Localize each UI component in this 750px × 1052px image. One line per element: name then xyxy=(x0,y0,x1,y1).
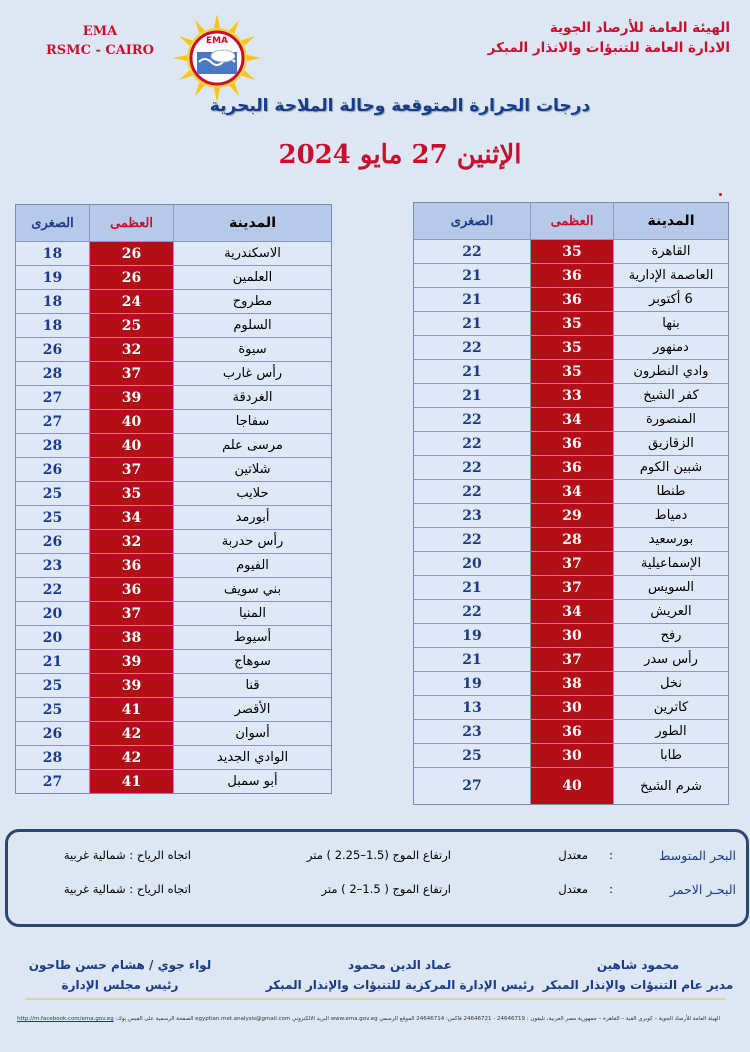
max-temp-cell: 34 xyxy=(530,408,613,431)
max-temp-cell: 42 xyxy=(89,722,173,745)
city-cell: دمياط xyxy=(613,504,728,527)
max-temp-cell: 39 xyxy=(89,386,173,409)
table-row xyxy=(16,505,331,529)
table-row xyxy=(16,265,331,289)
city-cell: وادي النطرون xyxy=(613,360,728,383)
city-cell: القاهرة xyxy=(613,240,728,263)
min-temp-cell: 19 xyxy=(16,266,89,289)
logo-text: EMA xyxy=(205,36,229,46)
table-row xyxy=(16,649,331,673)
city-cell: دمنهور xyxy=(613,336,728,359)
city-cell: رفح xyxy=(613,624,728,647)
min-temp-cell: 26 xyxy=(16,338,89,361)
min-temp-cell: 22 xyxy=(414,480,530,503)
signature-name: محمود شاهين xyxy=(596,958,680,972)
min-temp-cell: 26 xyxy=(16,722,89,745)
city-cell: السلوم xyxy=(173,314,331,337)
table-row xyxy=(414,383,728,407)
max-temp-cell: 34 xyxy=(89,506,173,529)
org-name: الهيئة العامة للأرصاد الجوية xyxy=(549,20,730,36)
max-temp-cell: 26 xyxy=(89,266,173,289)
signature-3 xyxy=(20,955,220,995)
city-cell: السويس xyxy=(613,576,728,599)
forecast-date: الإثنين 27 مايو 2024 xyxy=(278,140,522,170)
table-row xyxy=(414,671,728,695)
min-temp-cell: 25 xyxy=(16,482,89,505)
table-row xyxy=(16,241,331,265)
table-row xyxy=(16,601,331,625)
table-row xyxy=(16,721,331,745)
min-temp-cell: 23 xyxy=(414,504,530,527)
table-row xyxy=(16,625,331,649)
max-temp-cell: 41 xyxy=(89,770,173,793)
table-row xyxy=(414,455,728,479)
max-temp-cell: 36 xyxy=(89,578,173,601)
max-temp-cell: 30 xyxy=(530,696,613,719)
min-temp-cell: 19 xyxy=(414,672,530,695)
ema-logo-icon xyxy=(171,12,263,104)
org-code xyxy=(40,22,160,60)
min-temp-cell: 19 xyxy=(414,624,530,647)
min-temp-cell: 22 xyxy=(414,528,530,551)
city-cell: الفيوم xyxy=(173,554,331,577)
city-cell: الأقصر xyxy=(173,698,331,721)
city-cell: الزقازيق xyxy=(613,432,728,455)
table-row xyxy=(16,529,331,553)
max-temp-cell: 37 xyxy=(89,362,173,385)
max-column-header: العظمى xyxy=(530,203,613,239)
max-temp-cell: 37 xyxy=(89,602,173,625)
max-temp-cell: 33 xyxy=(530,384,613,407)
org-center: RSMC - CAIRO xyxy=(45,43,155,58)
max-temp-cell: 32 xyxy=(89,530,173,553)
footer-address: الهيئة العامة للأرصاد الجوية – كوبري القبة – القاهرة – جمهورية مصر العربية، تليفون : 24646719 - 24646721 فاكس: 24646714 الموقع الرسمي www.ema.gov.eg البريد الالكتروني egyptian.met.analysis@gmail.com الصفحة الرسمية على الفيس بوك: xyxy=(115,1016,720,1022)
max-temp-cell: 35 xyxy=(530,240,613,263)
min-temp-cell: 27 xyxy=(16,410,89,433)
table-row xyxy=(414,287,728,311)
max-column-header: العظمى xyxy=(89,205,173,241)
min-temp-cell: 22 xyxy=(414,456,530,479)
min-temp-cell: 27 xyxy=(414,768,530,804)
max-temp-cell: 38 xyxy=(89,626,173,649)
city-cell: بورسعيد xyxy=(613,528,728,551)
city-cell: الوادي الجديد xyxy=(173,746,331,769)
city-cell: 6 أكتوبر xyxy=(613,288,728,311)
min-temp-cell: 27 xyxy=(16,386,89,409)
city-cell: شلاتين xyxy=(173,458,331,481)
sea-colon: : xyxy=(609,848,613,862)
org-short: EMA xyxy=(82,24,118,39)
min-temp-cell: 18 xyxy=(16,290,89,313)
table-row xyxy=(414,431,728,455)
table-row xyxy=(16,385,331,409)
min-temp-cell: 21 xyxy=(414,648,530,671)
sea-name: البحر المتوسط xyxy=(658,848,736,863)
table-row xyxy=(414,527,728,551)
min-temp-cell: 28 xyxy=(16,434,89,457)
city-cell: المنيا xyxy=(173,602,331,625)
max-temp-cell: 36 xyxy=(530,456,613,479)
city-cell: أسوان xyxy=(173,722,331,745)
max-temp-cell: 37 xyxy=(530,576,613,599)
city-cell: العاصمة الإدارية xyxy=(613,264,728,287)
table-row xyxy=(414,551,728,575)
city-cell: كاترين xyxy=(613,696,728,719)
max-temp-cell: 32 xyxy=(89,338,173,361)
min-temp-cell: 22 xyxy=(414,240,530,263)
temperature-table-left xyxy=(15,204,332,794)
sea-row-mediterranean xyxy=(8,848,746,872)
max-temp-cell: 35 xyxy=(530,312,613,335)
min-temp-cell: 25 xyxy=(16,506,89,529)
min-temp-cell: 21 xyxy=(414,360,530,383)
min-temp-cell: 25 xyxy=(414,744,530,767)
max-temp-cell: 39 xyxy=(89,650,173,673)
table-row xyxy=(16,361,331,385)
table-row xyxy=(414,359,728,383)
min-temp-cell: 26 xyxy=(16,458,89,481)
min-temp-cell: 22 xyxy=(414,408,530,431)
signature-title: مدير عام التنبؤات والإنذار المبكر xyxy=(542,978,734,992)
min-temp-cell: 21 xyxy=(414,312,530,335)
city-cell: طنطا xyxy=(613,480,728,503)
min-temp-cell: 26 xyxy=(16,530,89,553)
table-row xyxy=(16,769,331,793)
city-cell: طابا xyxy=(613,744,728,767)
min-temp-cell: 28 xyxy=(16,746,89,769)
city-cell: بنها xyxy=(613,312,728,335)
min-temp-cell: 23 xyxy=(414,720,530,743)
table-row xyxy=(414,503,728,527)
max-temp-cell: 35 xyxy=(530,336,613,359)
max-temp-cell: 40 xyxy=(89,434,173,457)
city-cell: مرسى علم xyxy=(173,434,331,457)
min-temp-cell: 22 xyxy=(16,578,89,601)
city-cell: المنصورة xyxy=(613,408,728,431)
table-row xyxy=(16,289,331,313)
city-column-header: المدينة xyxy=(173,205,331,241)
org-header xyxy=(400,18,730,58)
city-cell: سفاجا xyxy=(173,410,331,433)
max-temp-cell: 34 xyxy=(530,600,613,623)
city-cell: نخل xyxy=(613,672,728,695)
table-row xyxy=(414,623,728,647)
table-row xyxy=(414,263,728,287)
temperature-table-right xyxy=(413,202,729,805)
footer-facebook-link[interactable]: http://m.facebook.com/ema.gov.eg xyxy=(17,1016,114,1022)
signature-title: رئيس مجلس الإدارة xyxy=(61,978,179,992)
table-row xyxy=(414,335,728,359)
table-row xyxy=(414,407,728,431)
max-temp-cell: 37 xyxy=(530,648,613,671)
max-temp-cell: 38 xyxy=(530,672,613,695)
city-cell: مطروح xyxy=(173,290,331,313)
max-temp-cell: 40 xyxy=(89,410,173,433)
city-cell: حلايب xyxy=(173,482,331,505)
max-temp-cell: 25 xyxy=(89,314,173,337)
city-cell: رأس سدر xyxy=(613,648,728,671)
city-cell: سيوة xyxy=(173,338,331,361)
table-row xyxy=(16,457,331,481)
table-row xyxy=(16,337,331,361)
max-temp-cell: 36 xyxy=(530,432,613,455)
max-temp-cell: 39 xyxy=(89,674,173,697)
signature-2 xyxy=(250,955,550,995)
dept-name: الادارة العامة للتنبؤات والانذار المبكر xyxy=(487,40,730,56)
min-column-header: الصغرى xyxy=(16,205,89,241)
city-cell: أبو سمبل xyxy=(173,770,331,793)
max-temp-cell: 35 xyxy=(530,360,613,383)
wind-direction: اتجاه الرياح : شمالية غربية xyxy=(63,848,191,862)
max-temp-cell: 36 xyxy=(530,720,613,743)
max-temp-cell: 36 xyxy=(530,288,613,311)
city-cell: شرم الشيخ xyxy=(613,768,728,804)
max-temp-cell: 41 xyxy=(89,698,173,721)
table-row xyxy=(16,433,331,457)
city-cell: بني سويف xyxy=(173,578,331,601)
sea-conditions-box xyxy=(5,829,749,927)
min-temp-cell: 13 xyxy=(414,696,530,719)
min-temp-cell: 22 xyxy=(414,600,530,623)
table-row xyxy=(414,575,728,599)
city-cell: رأس حدربة xyxy=(173,530,331,553)
min-temp-cell: 21 xyxy=(16,650,89,673)
table-row xyxy=(16,577,331,601)
table-row xyxy=(414,743,728,767)
sea-state: معتدل xyxy=(558,848,588,862)
sea-row-red-sea xyxy=(8,882,746,906)
city-cell: الطور xyxy=(613,720,728,743)
signature-title: رئيس الإدارة المركزية للتنبؤات والإنذار المبكر xyxy=(265,978,535,992)
signature-1 xyxy=(538,955,738,995)
min-temp-cell: 21 xyxy=(414,288,530,311)
city-cell: سوهاج xyxy=(173,650,331,673)
max-temp-cell: 35 xyxy=(89,482,173,505)
decorative-dot xyxy=(719,193,722,196)
max-temp-cell: 24 xyxy=(89,290,173,313)
city-cell: الاسكندرية xyxy=(173,242,331,265)
table-row xyxy=(16,673,331,697)
min-temp-cell: 21 xyxy=(414,576,530,599)
city-cell: كفر الشيخ xyxy=(613,384,728,407)
page-subtitle: درجات الحرارة المتوقعة وحالة الملاحة البحرية xyxy=(209,96,591,116)
min-temp-cell: 25 xyxy=(16,698,89,721)
sea-colon: : xyxy=(609,882,613,896)
max-temp-cell: 29 xyxy=(530,504,613,527)
min-temp-cell: 23 xyxy=(16,554,89,577)
table-row xyxy=(414,599,728,623)
table-header xyxy=(16,205,331,241)
table-row xyxy=(414,239,728,263)
max-temp-cell: 36 xyxy=(530,264,613,287)
signature-divider xyxy=(25,998,725,1000)
table-row xyxy=(16,481,331,505)
table-row xyxy=(414,647,728,671)
city-cell: رأس غارب xyxy=(173,362,331,385)
sea-state: معتدل xyxy=(558,882,588,896)
max-temp-cell: 26 xyxy=(89,242,173,265)
city-cell: الإسماعيلية xyxy=(613,552,728,575)
city-cell: العريش xyxy=(613,600,728,623)
min-temp-cell: 27 xyxy=(16,770,89,793)
max-temp-cell: 34 xyxy=(530,480,613,503)
min-temp-cell: 18 xyxy=(16,314,89,337)
wave-height: ارتفاع الموج (1.5–2.25 ) متر xyxy=(306,848,451,862)
min-temp-cell: 20 xyxy=(16,602,89,625)
table-row xyxy=(414,767,728,804)
table-row xyxy=(16,697,331,721)
table-row xyxy=(16,553,331,577)
min-temp-cell: 21 xyxy=(414,384,530,407)
max-temp-cell: 42 xyxy=(89,746,173,769)
city-cell: أسيوط xyxy=(173,626,331,649)
max-temp-cell: 28 xyxy=(530,528,613,551)
sea-name: البحـر الاحمر xyxy=(669,882,736,897)
max-temp-cell: 30 xyxy=(530,624,613,647)
table-row xyxy=(414,695,728,719)
table-row xyxy=(16,745,331,769)
max-temp-cell: 36 xyxy=(89,554,173,577)
signature-name: عماد الدين محمود xyxy=(348,958,452,972)
table-row xyxy=(414,479,728,503)
wave-height: ارتفاع الموج ( 1.5–2 ) متر xyxy=(321,882,451,896)
wind-direction: اتجاه الرياح : شمالية غربية xyxy=(63,882,191,896)
city-cell: أبورمد xyxy=(173,506,331,529)
min-temp-cell: 22 xyxy=(414,432,530,455)
city-cell: الغردقة xyxy=(173,386,331,409)
max-temp-cell: 37 xyxy=(530,552,613,575)
max-temp-cell: 40 xyxy=(530,768,613,804)
min-temp-cell: 21 xyxy=(414,264,530,287)
min-temp-cell: 28 xyxy=(16,362,89,385)
min-temp-cell: 25 xyxy=(16,674,89,697)
city-column-header: المدينة xyxy=(613,203,728,239)
table-row xyxy=(414,719,728,743)
city-cell: العلمين xyxy=(173,266,331,289)
table-row xyxy=(414,311,728,335)
city-cell: قنا xyxy=(173,674,331,697)
min-temp-cell: 20 xyxy=(16,626,89,649)
footer xyxy=(17,1016,720,1022)
city-cell: شبين الكوم xyxy=(613,456,728,479)
min-temp-cell: 22 xyxy=(414,336,530,359)
table-row xyxy=(16,409,331,433)
max-temp-cell: 37 xyxy=(89,458,173,481)
min-temp-cell: 20 xyxy=(414,552,530,575)
min-column-header: الصغرى xyxy=(414,203,530,239)
min-temp-cell: 18 xyxy=(16,242,89,265)
table-row xyxy=(16,313,331,337)
signature-name: لواء جوي / هشام حسن طاحون xyxy=(28,958,212,972)
table-header xyxy=(414,203,728,239)
max-temp-cell: 30 xyxy=(530,744,613,767)
